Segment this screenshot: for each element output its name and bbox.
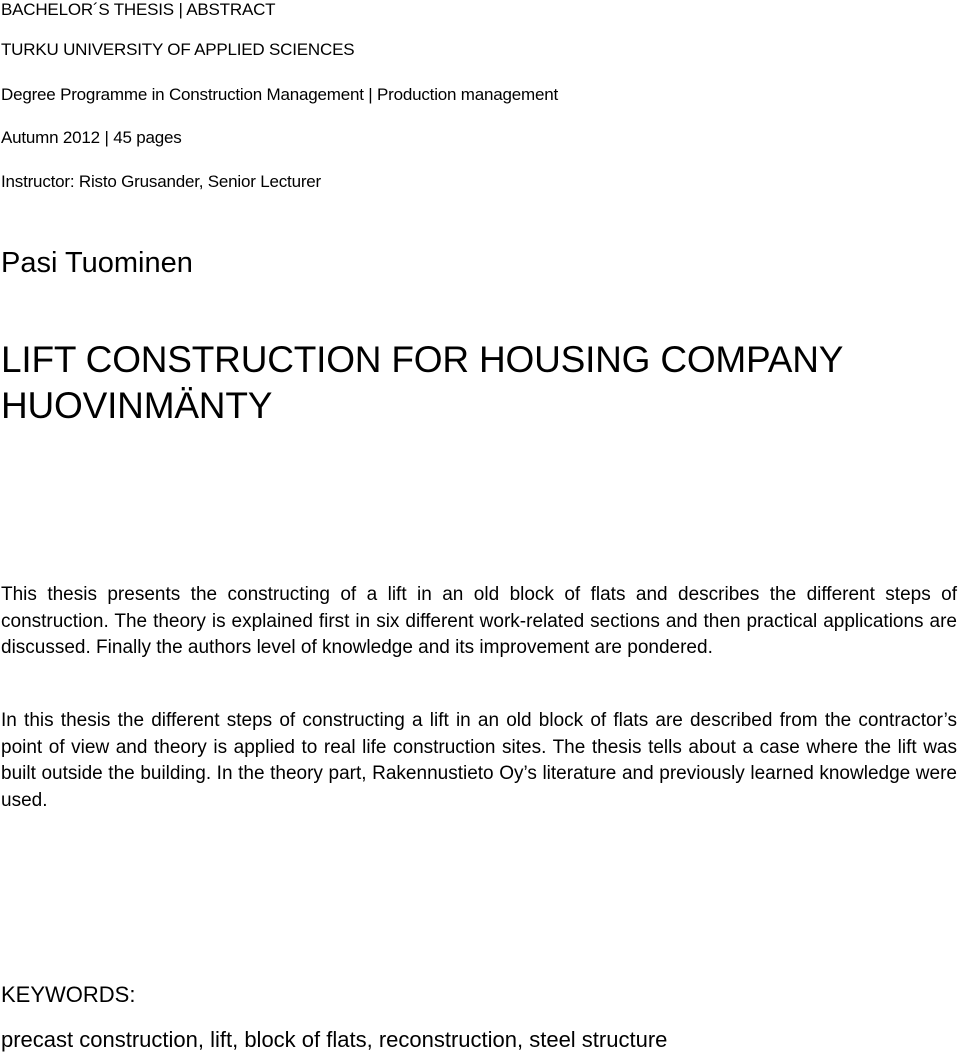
thesis-title: LIFT CONSTRUCTION FOR HOUSING COMPANY HUOVINMÄNTY bbox=[1, 339, 843, 426]
author-name: Pasi Tuominen bbox=[1, 247, 193, 279]
instructor-line: Instructor: Risto Grusander, Senior Lecturer bbox=[1, 172, 322, 191]
term-and-pages: Autumn 2012 | 45 pages bbox=[1, 128, 182, 147]
abstract-paragraph-2: In this thesis the different steps of constructing a lift in an old block of flats are described from the contractor’s point of view and theory is applied to real life construction sites. The thesis tells about a case where the lift was built outside the building. In the theory part, Rakennustieto Oy’s literature and previously learned knowledge were used. bbox=[1, 710, 957, 811]
keywords-list: precast construction, lift, block of flats, reconstruction, steel structure bbox=[1, 1027, 668, 1052]
keywords-label: KEYWORDS: bbox=[1, 982, 136, 1007]
institution-name: TURKU UNIVERSITY OF APPLIED SCIENCES bbox=[1, 40, 355, 59]
document-type: BACHELOR´S THESIS | ABSTRACT bbox=[1, 0, 276, 19]
degree-programme: Degree Programme in Construction Management | Production management bbox=[1, 85, 559, 104]
abstract-paragraph-1: This thesis presents the constructing of a lift in an old block of flats and describes the different steps of construction. The theory is explained first in six different work-related sections and then practical applications are discussed. Finally the authors level of knowledge and its improvement are pondered. bbox=[1, 584, 957, 658]
